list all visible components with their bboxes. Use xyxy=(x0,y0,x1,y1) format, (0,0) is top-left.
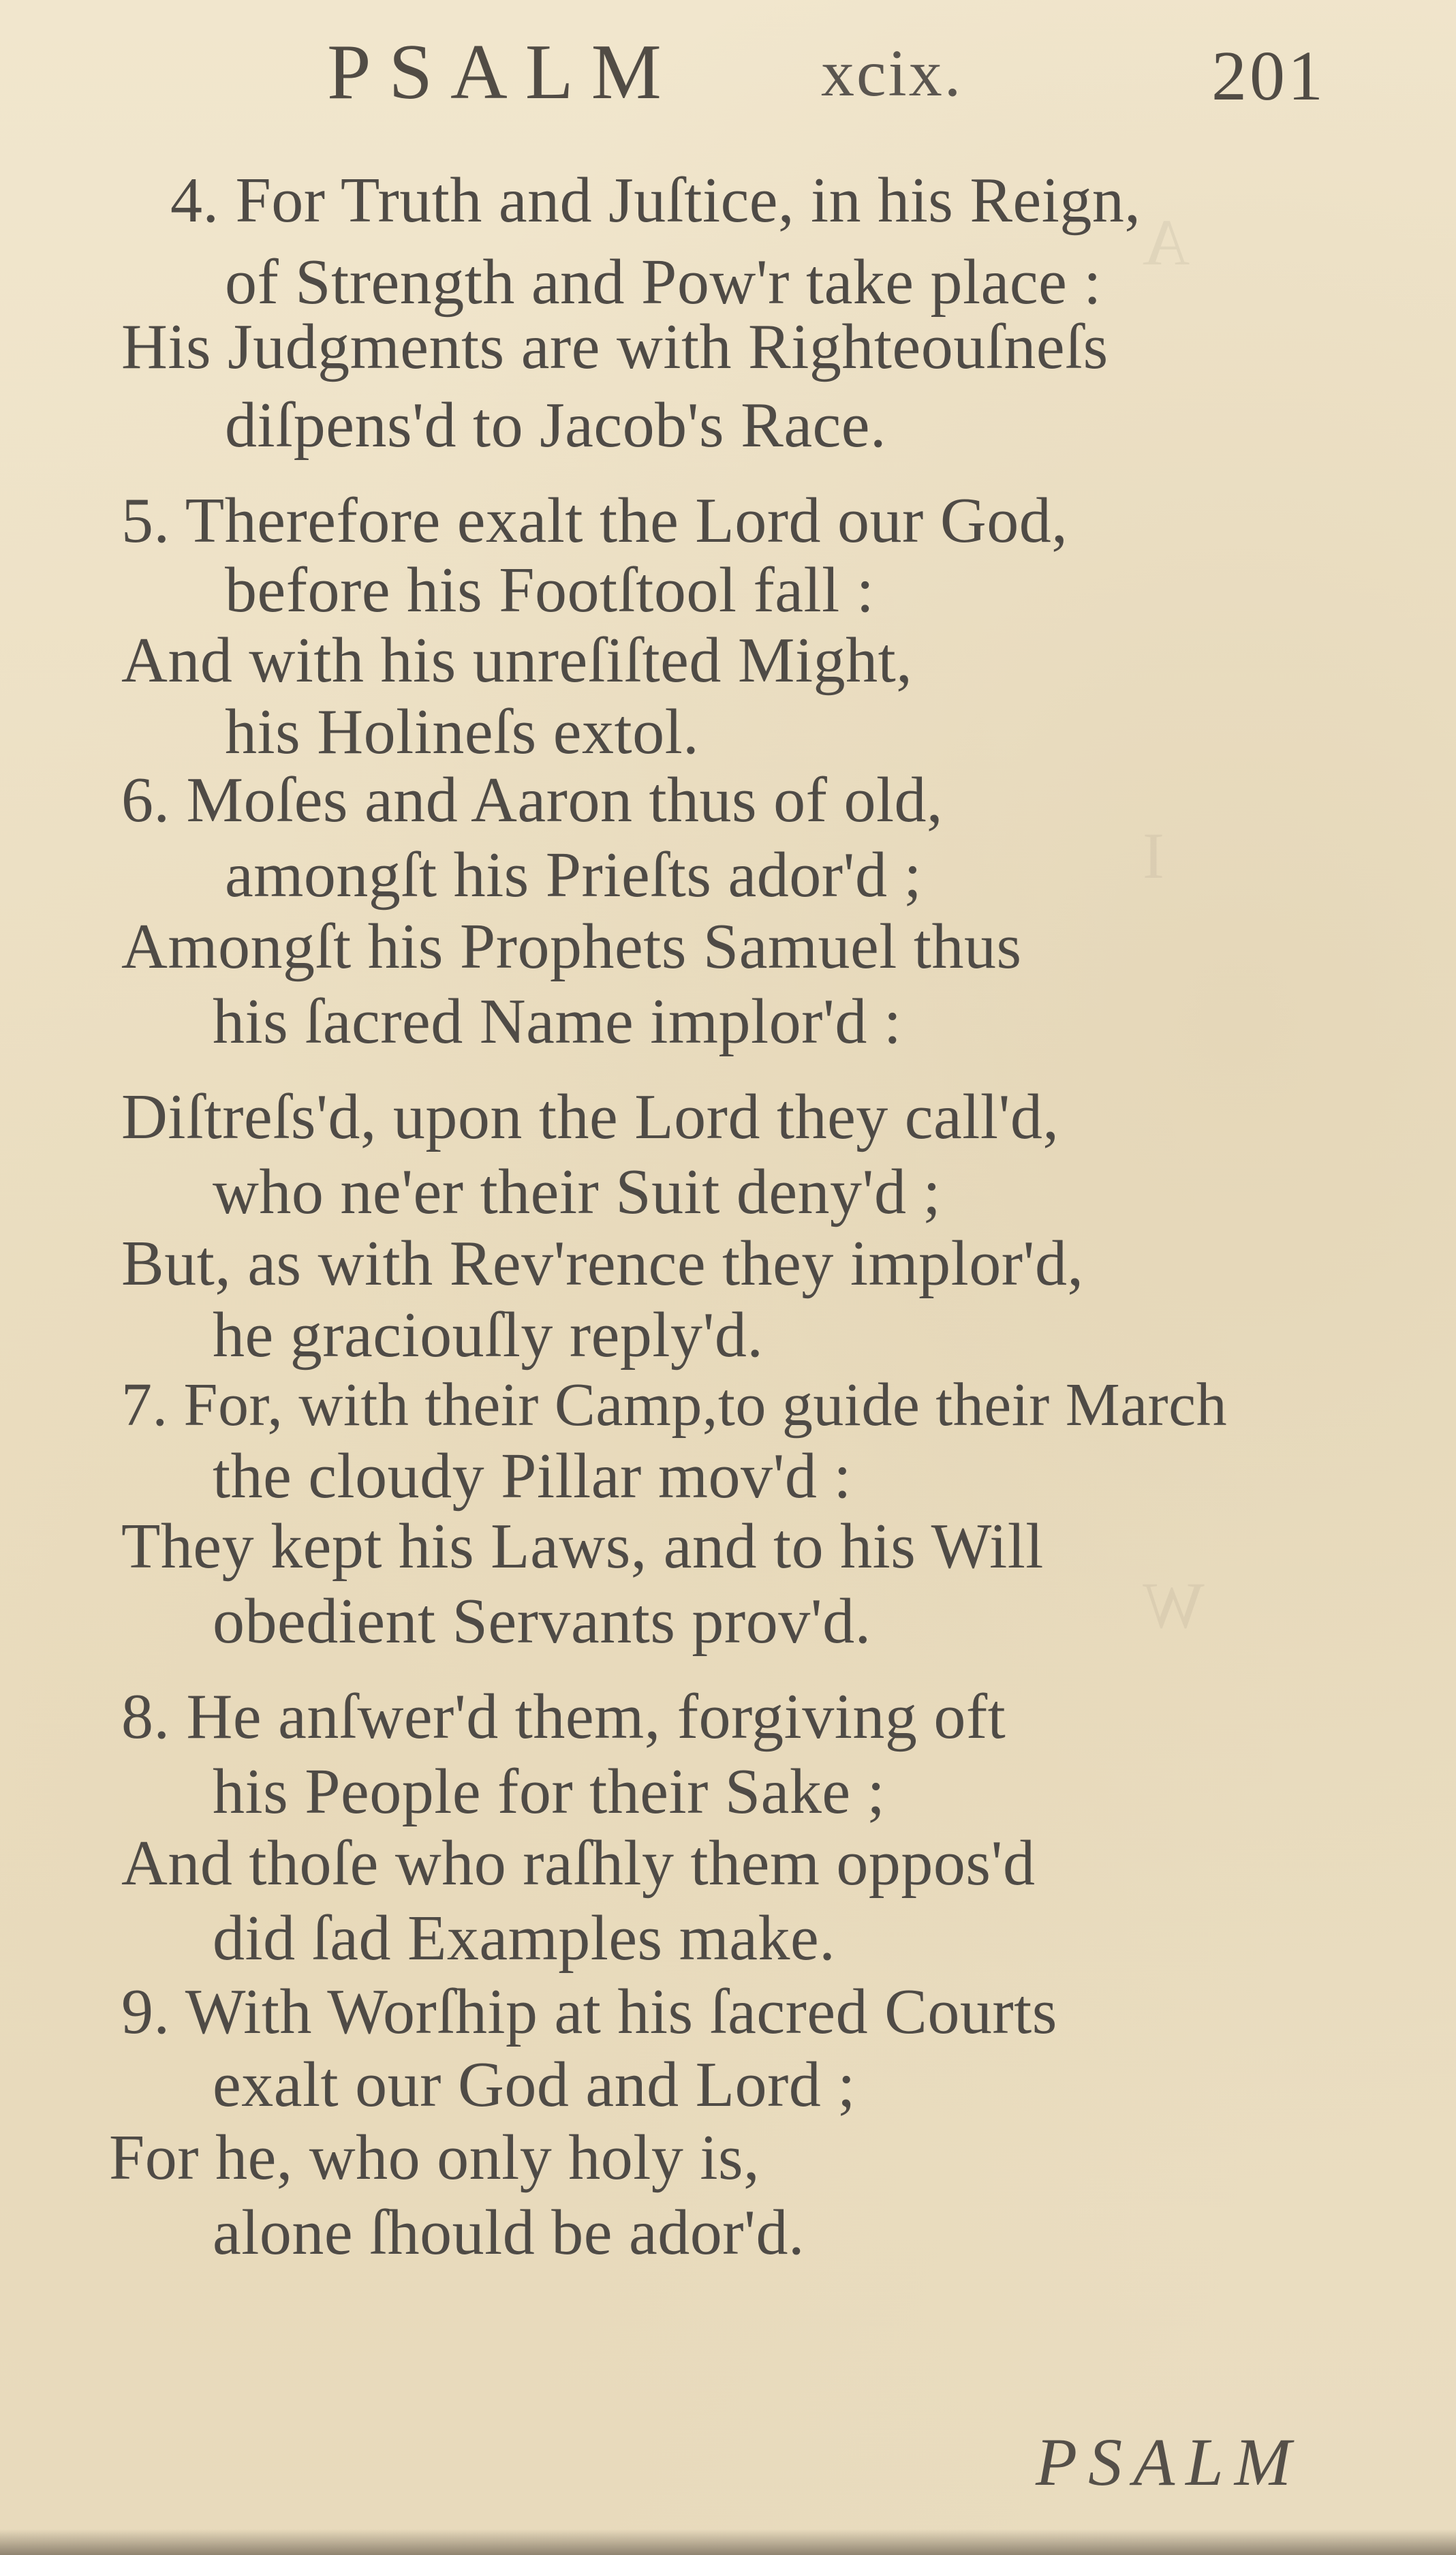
verse-line: diſpens'd to Jacob's Race. xyxy=(225,390,886,461)
verse-line: 9. With Worſhip at his ſacred Courts xyxy=(121,1976,1057,2047)
verse-line: And with his unreſiſted Might, xyxy=(121,625,913,696)
running-head-psalm-number: xcix. xyxy=(821,37,963,110)
verse-line: his Holineſs extol. xyxy=(225,697,700,767)
page-number: 201 xyxy=(1211,37,1326,115)
verse-line: They kept his Laws, and to his Will xyxy=(121,1511,1044,1582)
verse-line: Diſtreſs'd, upon the Lord they call'd, xyxy=(121,1082,1059,1152)
show-through-text: W xyxy=(1143,1569,1205,1642)
verse-line: did ſad Examples make. xyxy=(213,1903,836,1974)
verse-line: 4. For Truth and Juſtice, in his Reign, xyxy=(170,165,1141,236)
running-head-title: PSALM xyxy=(327,29,679,116)
verse-line: 5. Therefore exalt the Lord our God, xyxy=(121,485,1068,556)
verse-line: his People for their Sake ; xyxy=(213,1756,886,1827)
page-edge-shadow xyxy=(0,2529,1456,2555)
verse-line: who ne'er their Suit deny'd ; xyxy=(213,1157,942,1227)
verse-line: Amongſt his Prophets Samuel thus xyxy=(121,911,1022,982)
verse-line: amongſt his Prieſts ador'd ; xyxy=(225,840,923,911)
verse-line: 6. Moſes and Aaron thus of old, xyxy=(121,765,944,836)
verse-line: And thoſe who raſhly them oppos'd xyxy=(121,1828,1036,1899)
verse-line: 8. He anſwer'd them, forgiving oft xyxy=(121,1681,1006,1752)
show-through-text: A xyxy=(1143,206,1190,279)
verse-line: before his Footſtool fall : xyxy=(225,555,875,626)
verse-line: For he, who only holy is, xyxy=(109,2122,760,2193)
verse-line: obedient Servants prov'd. xyxy=(213,1586,871,1657)
verse-line: But, as with Rev'rence they implor'd, xyxy=(121,1228,1084,1299)
show-through-text: I xyxy=(1143,819,1164,892)
verse-line: he graciouſly reply'd. xyxy=(213,1300,764,1371)
verse-line: his ſacred Name implor'd : xyxy=(213,986,902,1057)
verse-line: alone ſhould be ador'd. xyxy=(213,2197,805,2268)
catchword: PSALM xyxy=(1036,2424,1303,2500)
verse-line: exalt our God and Lord ; xyxy=(213,2049,856,2120)
verse-line: of Strength and Pow'r take place : xyxy=(225,247,1102,318)
verse-line: the cloudy Pillar mov'd : xyxy=(213,1441,852,1512)
verse-line: His Judgments are with Righteouſneſs xyxy=(121,311,1109,382)
verse-line: 7. For, with their Camp,to guide their March xyxy=(121,1371,1228,1439)
